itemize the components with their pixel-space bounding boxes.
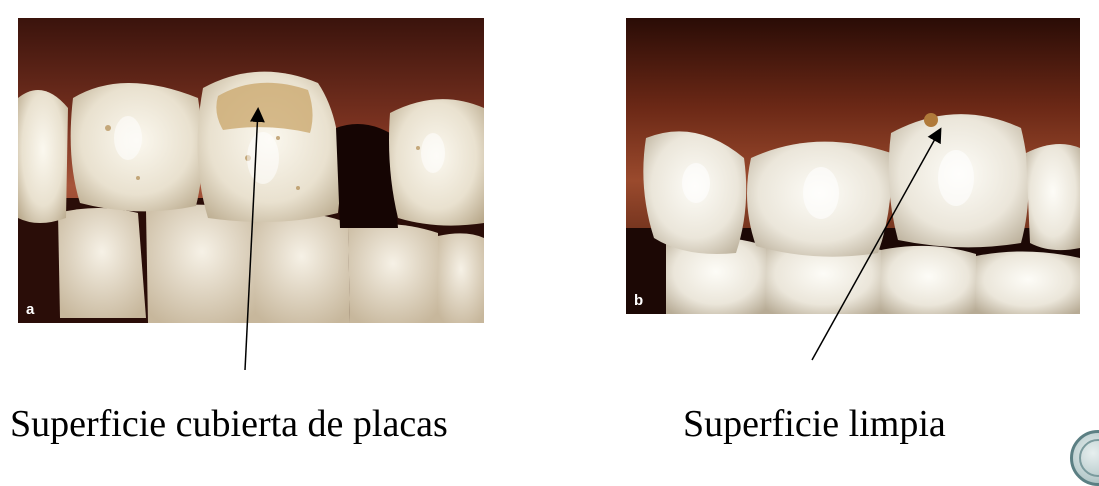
panel-label-a: a [26, 301, 35, 318]
photo-plaque-teeth [18, 18, 484, 323]
slide-corner-circle-icon [1070, 430, 1099, 486]
photo-clean-teeth-image [626, 18, 1080, 314]
caption-clean-surface: Superficie limpia [683, 403, 946, 445]
caption-plaque-surface: Superficie cubierta de placas [10, 403, 448, 445]
photo-plaque-teeth-image [18, 18, 484, 323]
panel-label-b: b [634, 292, 644, 309]
photo-clean-teeth [626, 18, 1080, 314]
